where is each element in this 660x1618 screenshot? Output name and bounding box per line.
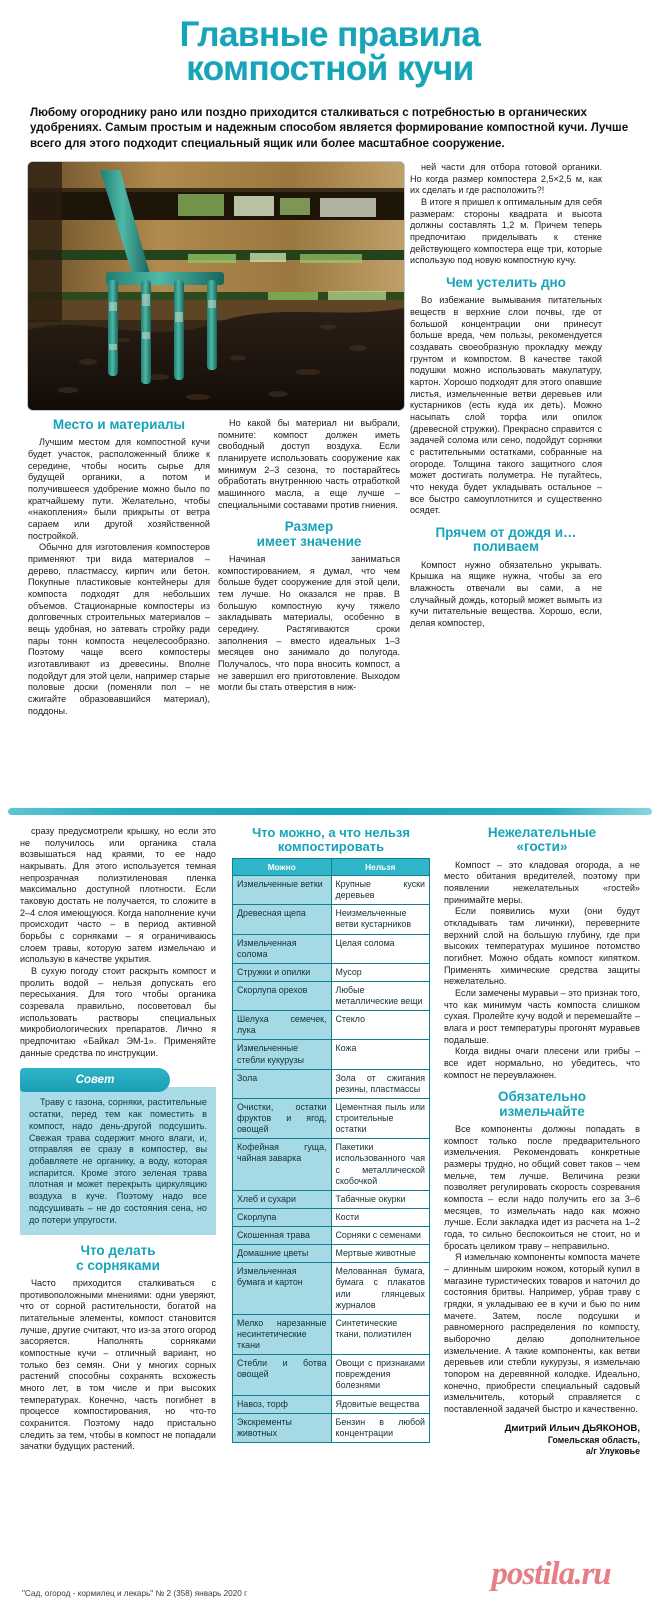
table-row — [233, 1355, 430, 1395]
table-row — [233, 1413, 430, 1442]
cell-forbidden: Овощи с признаками повреждения болезнями — [331, 1355, 430, 1395]
paragraph: Но какой бы материал ни выбрали, помните: компост должен иметь свободный доступ воздуха. Если планируете использовать сооружение как минимум 2–3 сезона, то постарайтесь обработать внутреннюю часть отработкой машинного масла, а еще лучше – специальными составами против гниения. — [218, 417, 400, 510]
section-divider — [8, 808, 652, 815]
lede-paragraph: Любому огороднику рано или поздно приходится сталкиваться с потребностью в органических удобрениях. Самым простым и надежным способом является формирование компостной кучи. Лучше всего для этого подходит специальный ящик или более масштабное сооружение. — [30, 105, 629, 151]
author-locality: а/г Улуковье — [585, 1445, 640, 1456]
cell-allowed: Хлеб и сухари — [233, 1190, 332, 1208]
composting-do-and-dont-table — [232, 858, 430, 1443]
cell-allowed: Измельченная солома — [233, 934, 332, 963]
heading-line-2: с сорняками — [76, 1257, 160, 1273]
cell-allowed: Измельченная бумага и картон — [233, 1263, 332, 1315]
cell-allowed: Скорлупа — [233, 1208, 332, 1226]
table-body — [233, 876, 430, 1443]
paragraph: Если появились мухи (они будут откладывать там личинки), переверните верхний слой на большую глубину, где при высоких температурах мушиное потомство погибнет. Можно обдать компост кипятком. Применять химические средства защиты нежелательно. — [444, 906, 640, 987]
table-row — [233, 876, 430, 905]
heading-hide-from-rain-and-water — [410, 526, 602, 555]
author-signature — [444, 1423, 640, 1457]
heading-line-1: Что делать — [80, 1243, 156, 1259]
cell-forbidden: Кожа — [331, 1040, 430, 1069]
cell-allowed: Шелуха семечек, лука — [233, 1011, 332, 1040]
publication-footer: "Сад, огород - кормилец и лекарь" № 2 (358) январь 2020 г — [22, 1589, 248, 1598]
lower-column-1 — [20, 826, 216, 1453]
cell-allowed: Мелко нарезанные несинтетические ткани — [233, 1314, 332, 1354]
paragraph: Если замечены муравьи – это признак того, что как минимум часть компоста слишком сухая. Пролейте кучу водой и перемешайте – влага и рост температуры прогонят муравьев подальше. — [444, 987, 640, 1045]
lower-column-2 — [232, 826, 430, 1443]
cell-allowed: Скошенная трава — [233, 1227, 332, 1245]
table-row — [233, 1069, 430, 1098]
upper-column-2 — [218, 418, 400, 694]
cell-allowed: Кофейная гуща, чайная заварка — [233, 1139, 332, 1191]
cell-forbidden: Кости — [331, 1208, 430, 1226]
compost-bin-photo — [28, 162, 404, 410]
heading-size-matters — [218, 520, 400, 549]
cell-forbidden: Сорняки с семенами — [331, 1227, 430, 1245]
heading-line-1: Обязательно — [498, 1089, 586, 1105]
heading-line-2: «гости» — [516, 839, 568, 855]
lower-column-3 — [444, 826, 640, 1457]
page-title-line-1: Главные правила — [179, 15, 481, 54]
cell-allowed: Древесная щепа — [233, 905, 332, 934]
cell-forbidden: Бензин в любой концентрации — [331, 1413, 430, 1442]
cell-allowed: Навоз, торф — [233, 1395, 332, 1413]
page-title-line-2: компостной кучи — [186, 49, 474, 89]
cell-allowed: Экскременты животных — [233, 1413, 332, 1442]
table-row — [233, 963, 430, 981]
cell-allowed: Измельченные ветки — [233, 876, 332, 905]
paragraph: Часто приходится сталкиваться с противоположными мнениями: одни уверяют, что от сорной растительности, богатой на питательные элементы, компост становится лучше, другие считают, что из-за этого огород засоряется. Наполнять сорняками компостные кучи – отличный вариант, но только без семян. Они у многих сорных растений способны сохранять всхожесть много лет, в том числе и при высоких температурах. Конечно, часть погибнет в процессе компостирования, но что-то сохранится. Поэтому надо пристально следить за тем, чтобы в компост не попадали зачатки будущих растений. — [20, 1277, 216, 1452]
cell-forbidden: Цементная пыль или строительные остатки — [331, 1098, 430, 1138]
author-name: Дмитрий Ильич ДЬЯКОНОВ, — [504, 1422, 640, 1434]
heading-what-to-line-bottom-with: Чем устелить дно — [446, 274, 566, 290]
heading-line-1: Нежелательные — [487, 825, 597, 840]
cell-forbidden: Стекло — [331, 1011, 430, 1040]
postila-watermark: postila.ru — [491, 1556, 611, 1592]
heading-what-to-do-with-weeds — [20, 1244, 216, 1273]
paragraph: В сухую погоду стоит раскрыть компост и пролить водой – нельзя допускать его пересыхания. Для того чтобы органика созревала правильно, посоветовал бы использовать растворы специальных микробиологических препаратов. Лично я предпочитаю «Байкал ЭМ-1». Применяйте данные средства по инструкции. — [20, 966, 216, 1058]
cell-forbidden: Ядовитые вещества — [331, 1395, 430, 1413]
column-header-allowed: Можно — [233, 858, 332, 876]
table-row — [233, 1011, 430, 1040]
paragraph: Обычно для изготовления компостеров применяют три вида материалов – дерево, пластмассу, кирпич или бетон. Покупные пластиковые контейнеры для компоста подходят для небольших объемов. Стационарные компостеры из долговечных строительных материалов – вещь удобная, но затевать стройку ради пары тонн компоста нецелесообразно. Поэтому чаще всего компостеры изготавливают из древесины. Вполне подойдут для этой цели, например старые половые доски (поменяли пол – не сжигайте образовавшийся материал), поддоны. — [28, 542, 210, 716]
heading-place-and-materials: Место и материалы — [52, 416, 186, 432]
table-row — [233, 1098, 430, 1138]
table-row — [233, 1139, 430, 1191]
cell-forbidden: Неизмельченные ветви кустарников — [331, 905, 430, 934]
cell-allowed: Стружки и опилки — [233, 963, 332, 981]
cell-forbidden: Крупные куски деревьев — [331, 876, 430, 905]
lower-section — [0, 826, 660, 1606]
table-row — [233, 1190, 430, 1208]
page-title — [14, 15, 646, 89]
paragraph: Начиная заниматься компостированием, я думал, что чем больше будет сооружение для этой цели, тем лучше. Но оказался не прав. В большую компостную кучу тяжело закладывать материалы, особенно в середину. Растягиваются сроки заполнения – вместо идеальных 1–3 месяцев оно занимало до полугода. Получалось, что пора вносить компост, а не завершил его приготовление. Выходом могли бы стать отверстия в ниж- — [218, 553, 400, 693]
table-row — [233, 1245, 430, 1263]
cell-forbidden: Пакетики использованного чая с металлической скобочкой — [331, 1139, 430, 1191]
paragraph: Лучшим местом для компостной кучи будет участок, расположенный ближе к середине, чтобы носить сырье для будущей органики, а потом и получившееся удобрение можно было по кратчайшему пути. Желательно, чтобы «накопления» были прикрыты от ветра сараем или другой хозяйственной постройкой. — [28, 437, 210, 541]
cell-forbidden: Мертвые животные — [331, 1245, 430, 1263]
paragraph: В итоге я пришел к оптимальным для себя размерам: стороны квадрата и высота должны составлять 1,2 м. Причем теперь предпочитаю приделывать к стенке действующего компостера еще три, которые использую под новую компостную кучу. — [410, 196, 602, 266]
heading-line-1: Размер — [284, 519, 334, 535]
heading-line-2: имеет значение — [256, 533, 362, 549]
table-row — [233, 1395, 430, 1413]
column-header-forbidden: Нельзя — [331, 858, 430, 876]
cell-forbidden: Зола от сжигания резины, пластмассы — [331, 1069, 430, 1098]
table-header-row — [233, 858, 430, 876]
cell-allowed: Стебли и ботва овощей — [233, 1355, 332, 1395]
table-row — [233, 1208, 430, 1226]
table-row — [233, 934, 430, 963]
masthead — [14, 0, 646, 87]
paragraph: Во избежание вымывания питательных веществ в верхние слои почвы, где от большой концентрации они принесут больше вреда, чем пользы, рекомендуется создавать своеобразную прокладку между грунтом и компостом. В качестве такой подушки можно использовать макулатуру, картон. Хорошо подходят для этого опавшие листья, измельченные ветви деревьев или кустарников (есть куда их деть). Можно насыпать слой торфа или опилок (древесной стружки). Прекрасно справится с задачей солома или сено, подойдут сорняки с растительными остатками, собранные на огороде. Толщина такого защитного слоя может достигать полуметра. Не пугайтесь, что некуда будет укладывать остальное – все быстро самоуплотнится и существенно осядет. — [410, 295, 602, 516]
paragraph: ней части для отбора готовой органики. Но когда размер компостера 2,5×2,5 м, как их сделать и где расположить?! — [410, 161, 602, 196]
table-title-line-2: компостировать — [277, 838, 385, 854]
paragraph: Все компоненты должны попадать в компост только после предварительного измельчения. Рекомендовать конкретные размеры трудно, но общий совет таков – чем мельче, тем лучше. Величина резки позволяет регулировать скорость созревания компоста – если надо получить его за 3–6 месяцев, то измельчать надо как можно лучше. Если закладка идет из расчета на 1–2 года, то сильно беспокоиться не стоит, но и бросать целиком траву – неправильно. — [444, 1123, 640, 1251]
table-title-line-1: Что можно, а что нельзя — [252, 825, 410, 840]
heading-line-2: поливаем — [473, 539, 539, 555]
table-head — [233, 858, 430, 876]
cell-forbidden: Мелованная бумага, бумага с плакатов или глянцевых журналов — [331, 1263, 430, 1315]
cell-allowed: Скорлупа орехов — [233, 981, 332, 1010]
cell-forbidden: Любые металлические вещи — [331, 981, 430, 1010]
table-row — [233, 1227, 430, 1245]
cell-forbidden: Мусор — [331, 963, 430, 981]
heading-line-1: Прячем от дождя и… — [435, 525, 577, 540]
paragraph: Траву с газона, сорняки, растительные остатки, перед тем как поместить в компост, надо день-другой подсушить. Свежая трава содержит много влаги, и, отправляя ее сразу в компостер, вы добавляете не органику, а воду, которая испарится. Кроме этого зеленая трава плотная и может перекрыть циркуляцию воздуха в куче. Поэтому надо все подсушивать – не до состояния сена, но до потери упругости. — [29, 1097, 207, 1225]
paragraph: Я измельчаю компоненты компоста мачете – длинным широким ножом, который купил в магазине туристических товаров и наточил до состояния бритвы. Например, убрав траву с грядки, я укладываю ее в кучи и бью по ним мачете. Затем, после подсушки и равномерного распределения по компосту, выборочно делаю дополнительное измельчение. А такие компоненты, как ветви деревьев или стебли кукурузы, я измельчаю топором на деревянной колодке. Идеально, конечно, приобрести специальный садовый измельчитель, который справляется с поставленной задачей быстро и качественно. — [444, 1252, 640, 1415]
author-region: Гомельская область, — [547, 1434, 640, 1445]
upper-column-3 — [410, 162, 602, 630]
heading-unwanted-guests — [444, 826, 640, 855]
paragraph: Компост нужно обязательно укрывать. Крышка на ящике нужна, чтобы за его влажность отвечали вы сами, а не случайный дождь, который может вымыть из кучи питательные вещества. Хорошо, если, делая компостер, — [410, 559, 602, 628]
table-row — [233, 1263, 430, 1315]
advice-box — [20, 1068, 216, 1235]
table-row — [233, 1040, 430, 1069]
cell-allowed: Зола — [233, 1069, 332, 1098]
heading-line-2: измельчайте — [499, 1103, 585, 1119]
cell-forbidden: Целая солома — [331, 934, 430, 963]
paragraph: Когда видны очаги плесени или грибы – все идет нормально, но убедитесь, что компост не переувлажнен. — [444, 1046, 640, 1080]
table-row — [233, 905, 430, 934]
paragraph: Компост – это кладовая огорода, а не место обитания вредителей, поэтому при появлении нежелательных «гостей» принимайте меры. — [444, 859, 640, 905]
cell-allowed: Очистки, остатки фруктов и ягод, овощей — [233, 1098, 332, 1138]
table-row — [233, 1314, 430, 1354]
cell-forbidden: Табачные окурки — [331, 1190, 430, 1208]
advice-label: Совет — [20, 1068, 170, 1092]
advice-body — [20, 1087, 216, 1235]
paragraph: сразу предусмотрели крышку, но если это не получилось или органика стала возвышаться над краями, то ее надо накрывать. Для этого используется темная непрозрачная полиэтиленовая пленка максимально доступной плотности. Если таковую достать не получается, то сложите в 2–4 слоя имеющуюся. Когда наполнение кучи происходит часто – в период активной борьбы с сорняками – я ограничиваюсь слоем травы, которую затем измельчаю и использую в качестве укрытия. — [20, 826, 216, 965]
upper-column-1 — [28, 418, 210, 717]
photo-illustration — [28, 162, 404, 410]
table-row — [233, 981, 430, 1010]
heading-must-shred — [444, 1090, 640, 1119]
cell-forbidden: Синтетические ткани, полиэтилен — [331, 1314, 430, 1354]
upper-section — [14, 162, 646, 762]
table-title — [232, 826, 430, 854]
cell-allowed: Измельченные стебли кукурузы — [233, 1040, 332, 1069]
cell-allowed: Домашние цветы — [233, 1245, 332, 1263]
